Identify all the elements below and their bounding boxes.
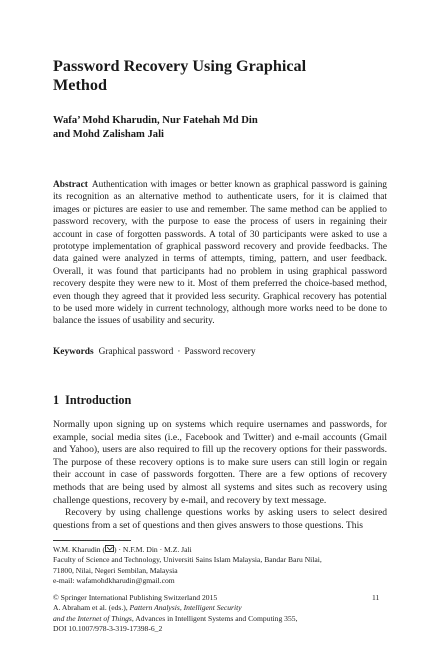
authors-line-1: Wafa’ Mohd Kharudin, Nur Fatehah Md Din: [53, 115, 258, 126]
section-heading: [53, 393, 131, 408]
title-line-1: Password Recovery Using Graphical: [53, 57, 307, 75]
book-title-1: Pattern Analysis, Intelligent Security: [129, 603, 242, 613]
doi-line: DOI 10.1007/978-3-319-17398-6_2: [53, 624, 163, 634]
footnote: [53, 545, 387, 587]
keywords: [53, 346, 387, 358]
body-text: [53, 419, 387, 532]
envelope-icon: [105, 545, 114, 552]
section-number: 1: [53, 393, 60, 407]
keywords-label: Keywords: [53, 347, 94, 357]
editors-line: [53, 603, 387, 613]
author-list: [53, 114, 393, 142]
paragraph-1: Normally upon signing up on systems which require usernames and passwords, for example, social media sites (i.e., Facebook and Twitter) and e-mail accounts (Gmail and Yahoo), users are also required to fill up the recovery options for their passwords. The purpose of these recovery options is to make sure users can still login or regain their account in case of passwords forgotten. There are a few options of recovery methods that are being used by almost all systems and sites such as recovery using challenge questions, recovery by e-mail, and recovery by text message.: [53, 419, 387, 506]
page-number: 11: [372, 593, 380, 602]
footnote-rule: [53, 540, 131, 541]
keyword-separator: ·: [177, 347, 181, 357]
footnote-author-pre: W.M. Kharudin (: [53, 545, 106, 554]
section-title: Introduction: [65, 393, 132, 407]
book-title-2: and the Internet of Things: [53, 613, 132, 623]
series-line: [53, 614, 387, 624]
copyright-line: © Springer International Publishing Switzerland 2015: [53, 593, 218, 602]
footnote-authors: [53, 545, 387, 555]
paper-title: [53, 57, 383, 95]
footnote-author-post: ) · N.F.M. Din · M.Z. Jali: [114, 545, 192, 554]
editors-text: A. Abraham et al. (eds.),: [53, 603, 130, 613]
title-line-2: Method: [53, 76, 107, 94]
paragraph-2: Recovery by using challenge questions works by asking users to select desired questions from a set of questions and then gives answers to those questions. This: [53, 507, 387, 531]
footnote-email: e-mail: wafamohdkharudin@gmail.com: [53, 576, 175, 586]
keyword-2: Password recovery: [184, 347, 256, 357]
abstract-text: Authentication with images or better known as graphical password is gaining its recognition as an alternative method to authenticate users, for it is claimed that images or pictures are easier to use and remember. The same method can be applied to password recovery, with the purpose to ease the process of users in regaining their account in case of forgotten passwords. A total of 30 participants were asked to use a prototype implementation of graphical password recovery and provide feedbacks. The data gained were analyzed in terms of attempts, timing, pattern, and user feedback. Overall, it was found that participants had no problem in using graphical password recovery despite they were new to it. Most of them preferred the choice-based method, even though they agreed that it provided less security. Graphical recovery has potential to be used more widely in current technology, although more works need to be done to balance the issues of usability and security.: [53, 180, 387, 327]
footnote-affiliation-1: Faculty of Science and Technology, Universiti Sains Islam Malaysia, Bandar Baru Nilai,: [53, 555, 322, 565]
publication-info: [53, 593, 387, 635]
abstract-label: Abstract: [53, 180, 88, 190]
footnote-affiliation-2: 71800, Nilai, Negeri Sembilan, Malaysia: [53, 565, 178, 575]
authors-line-2: and Mohd Zalisham Jali: [53, 129, 164, 140]
series-text: , Advances in Intelligent Systems and Computing 355,: [131, 613, 298, 623]
keyword-1: Graphical password: [98, 347, 174, 357]
abstract: [53, 179, 387, 328]
